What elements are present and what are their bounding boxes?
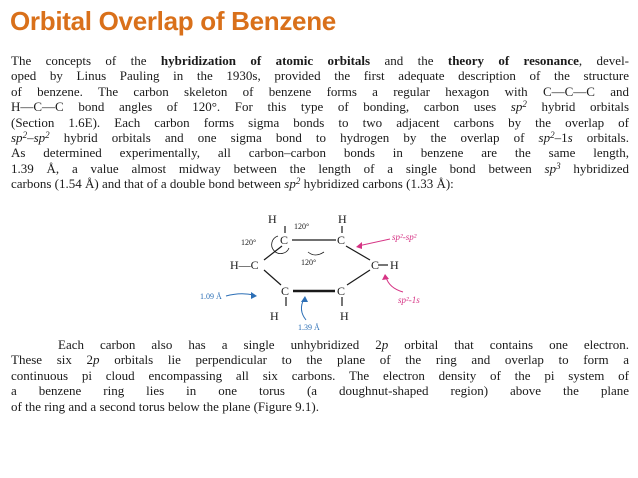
sp2-sp2-label: sp²-sp² bbox=[392, 232, 417, 242]
angle-label-top: 120° bbox=[294, 222, 310, 231]
ch-length-arrow bbox=[226, 294, 254, 296]
atom-c-bottom-left: C bbox=[281, 284, 290, 298]
text-run: 2 bbox=[45, 130, 50, 141]
atom-c-right: C bbox=[371, 258, 380, 272]
atom-h-right: H bbox=[390, 258, 399, 272]
cc-length-label: 1.39 Å bbox=[298, 323, 320, 332]
text-run: Each carbon also has a single unhybridized 2 bbox=[58, 337, 382, 352]
ch-length-arrowhead bbox=[251, 292, 257, 299]
text-line bbox=[11, 352, 629, 367]
text-run: orbitals lie perpendicular to the plane of the ring and overlap to form a bbox=[99, 352, 629, 368]
text-run: 1.39 Å, a value almost midway between the length of a single bond between bbox=[11, 160, 545, 176]
text-run: orbitals. bbox=[572, 130, 629, 146]
text-run: orbital that contains one electron. bbox=[388, 337, 629, 352]
angle-label-center: 120° bbox=[301, 258, 317, 267]
text-line bbox=[11, 368, 629, 383]
text-run: s bbox=[567, 130, 573, 146]
sp2-sp2-arrow bbox=[358, 239, 390, 246]
text-run: of the ring and a second torus below the plane (Figure 9.1). bbox=[11, 398, 319, 414]
text-run: 2 bbox=[295, 176, 301, 187]
text-line bbox=[11, 337, 629, 352]
sp2-1s-arrow bbox=[386, 277, 403, 292]
text-run: hybrid orbitals bbox=[526, 99, 630, 115]
text-run: hybridized carbons (1.33 Å): bbox=[300, 176, 454, 192]
sp2-1s-arrowhead bbox=[382, 274, 389, 280]
atom-h-top-left: H bbox=[268, 212, 277, 226]
text-run: As determined experimentally, all carbon–carbon bonds in benzene are the same length, bbox=[11, 145, 629, 161]
text-run: oped by Linus Pauling in the 1930s, provided the first adequate description of the structure bbox=[11, 68, 629, 84]
text-run: sp bbox=[284, 176, 296, 192]
text-run: carbons (1.54 Å) and that of a double bond between bbox=[11, 176, 285, 192]
text-run: theory of resonance bbox=[447, 53, 579, 68]
bond-upper-right bbox=[346, 246, 370, 260]
text-run: These six 2 bbox=[11, 352, 94, 368]
atom-c-bottom-right: C bbox=[337, 284, 346, 298]
text-run: hybridization of atomic orbitals bbox=[160, 53, 371, 68]
atom-h-c-left: H—C bbox=[230, 258, 259, 272]
bond-lower-right bbox=[347, 270, 370, 285]
text-run: , devel- bbox=[578, 53, 630, 68]
text-line bbox=[11, 53, 629, 68]
text-run: p bbox=[93, 352, 100, 368]
ch-length-label: 1.09 Å bbox=[200, 292, 222, 301]
text-run: – bbox=[27, 130, 34, 146]
text-line bbox=[11, 115, 629, 130]
atom-h-bottom-left: H bbox=[270, 309, 279, 323]
text-run: (Section 1.6E). Each carbon forms sigma bonds to two adjacent carbons by the overlap of bbox=[11, 114, 629, 130]
bond-upper-left bbox=[264, 246, 282, 260]
text-run: H—C—C bond angles of 120°. For this type of bonding, carbon uses bbox=[11, 99, 511, 115]
text-line bbox=[11, 99, 629, 114]
text-run: 2 bbox=[522, 99, 527, 110]
sp2-sp2-arrowhead bbox=[356, 242, 362, 249]
text-run: p bbox=[381, 337, 389, 352]
text-line bbox=[11, 176, 629, 191]
text-run: of benzene. The carbon skeleton of benzene forms a regular hexagon with C—C—C and bbox=[11, 83, 629, 99]
cc-length-arrow bbox=[301, 299, 306, 320]
text-run: hybrid orbitals and one sigma bond to hydrogen by the overlap of bbox=[49, 130, 539, 146]
text-line bbox=[11, 399, 629, 414]
atom-h-top-right: H bbox=[338, 212, 347, 226]
atom-c-top-left: C bbox=[280, 233, 289, 247]
text-run: and the bbox=[370, 53, 448, 68]
atom-c-top-right: C bbox=[337, 233, 346, 247]
text-run: sp bbox=[538, 130, 551, 146]
text-run: sp bbox=[11, 130, 23, 146]
text-run: sp bbox=[510, 99, 523, 115]
atom-h-bottom-right: H bbox=[340, 309, 349, 323]
paragraph-2 bbox=[11, 337, 629, 414]
text-run: sp bbox=[544, 160, 557, 176]
text-line bbox=[11, 130, 629, 145]
slide-title: Orbital Overlap of Benzene bbox=[10, 6, 336, 36]
text-run: –1 bbox=[554, 130, 568, 146]
benzene-structure-diagram bbox=[190, 212, 490, 336]
text-line bbox=[11, 161, 629, 176]
text-line bbox=[11, 383, 629, 398]
text-line bbox=[11, 145, 629, 160]
text-run: 2 bbox=[22, 130, 28, 141]
text-line bbox=[11, 68, 629, 83]
text-line bbox=[11, 84, 629, 99]
paragraph-1 bbox=[11, 53, 629, 192]
text-run: 3 bbox=[556, 160, 561, 171]
text-run: hybridized bbox=[560, 160, 629, 176]
text-run: The concepts of the bbox=[11, 53, 161, 68]
text-run: continuous pi cloud encompassing all six carbons. The electron density of the pi system of bbox=[11, 367, 629, 383]
text-run: sp bbox=[33, 130, 46, 146]
bond-lower-left bbox=[264, 270, 281, 285]
sp2-1s-label: sp²-1s bbox=[398, 295, 420, 305]
cc-length-arrowhead bbox=[301, 296, 308, 302]
text-run: 2 bbox=[550, 130, 555, 141]
angle-arc-center bbox=[308, 252, 324, 255]
text-run: a benzene ring lies in one torus (a doughnut-shaped region) above the plane bbox=[11, 383, 629, 399]
angle-label-left: 120° bbox=[241, 238, 257, 247]
